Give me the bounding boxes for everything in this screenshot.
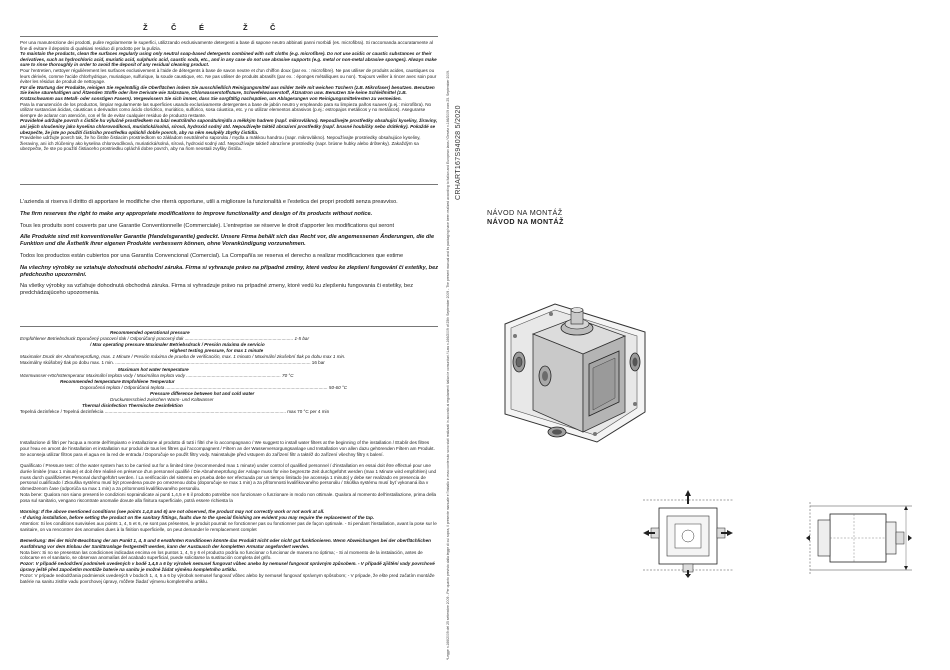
maintenance-de: Für die Wartung der Produkte, reinigen Sie regelmäßig die Oberflächen indem Sie ausschließlich Reinigungsmittel aus milder Seife mit weichen Tüchern (z.B. Mikrofaser) benutzen. Benutzen Sie keine säurehaltigen und Ätzenden Stoffe oder ihre Derivate wie Salzsäure, Chlorwasserstoffsäure, Schwefelwasserstoff, Ätznatron usw. Benutzen Sie keine Schleifmittel (z.B. Kratzschwamm aus Metall- oder sonstigen Fasern). Vergewissern Sie sich immer, dass Sie sorgfältig nachspülen, um Ablagerungen von Reinigungsmittelresten zu vermeiden. [20,84,435,101]
spec-line: Recommended temperature Empfohlene Temperatur [60,378,175,384]
divider [20,184,438,185]
document-code [455,80,469,200]
maintenance-es: Para la manutención de los productos, limpiar regularmente las superficies usando exclusivamente detergentes a base de jabón neutro y empleando para su limpieza paños suaves (p.ej.: microfibra). No utilizar sustancias ácidas, cáusticas o derivados como ácido clorídrico, muriático, sulfúrico, sosa cáustica, etc. y no utilizar elementos abrasivos (p.ej.: estropajos metálicos y no metálicos). Asegurarse siempre de aclarar con atención, con el fin de evitar cualquier residuo de producto restante. [20,101,432,118]
spec-line: Highest testing pressure, for max 1 minute [170,348,264,354]
install-pozor-sk: Pozor: V prípade nedodržania podmienok uvedených v bodoch 1, 4, 5 a 6 by výrobok nemusel fungovať vôbec alebo by nemusel fungovať správnym spôsobom; - V prípade, že ešte pred začatím montáže batérie na sanitu zistíte vadu povrchovej úpravy, môžete žiadať výmenu kompletného artiklu. [20,573,435,585]
install-pressure-test: Qualificato / Pressure test: of the water system has to be carried out for a limited time (recommended max 1 minute) under control of qualified personnel / d'installation en essai doit être effectué pour une durée limitée (max 1 minute) et doit être réalisé en présence d'un personnel qualifié / Die Abnahmeprüfung der Anlage muss für eine begrenzte Zeit durchgeführt werden (max 1 Minute wird empfohlen) und muss durch qualifiziertes Personal durchgeführt werden. / La verificación del sistema en prueba debe ser efectuada por un tiempo limitado (se aconseja 1 minuto) y debe ser realizado en presencia de personal cualificado / Zkouška systému musí být provedena pouze po omezenou dobu (doporučuje se max 1 min) a za přítomnosti kvalifikovaného personálu / Skúška systému musí byť vykonaná iba v obmedzenom čase (odporúča sa max 1 min) a za prítomnosti kvalifikovaného personálu. [20,462,437,492]
install-warning-en-2: - If during installation, before setting the product on the sanitary fittings, faults due to the special finishing are evident you may require the replacement of the tap. [20,514,375,520]
technical-specs [20,330,438,415]
header-char: É [199,23,205,32]
side-view-drawing [800,492,918,580]
maintenance-fr: Pour l'entretien, nettoyer régulièrement les surfaces exclusivement à l'aide de détergents à base de savon neutre et d'un chiffon doux (par ex. : microfibre). Ne pas utiliser de produits acides, caustiques ou leurs dérivés, comme l'acide chlorhydrique, muriatique, sulfurique, la soude caustique, etc. Ne pas utiliser de produits abrasifs (par ex. : éponges métalliques ou non). Toujours veiller à rincer avec soin pour éviter les résidus de produit de nettoyage. [20,67,437,85]
install-pozor-cz: Pozor: V případě nedodržení podmínek uvedených v bodě 1,4,5 a 6 by výrobek nemusel fungovat vůbec anebo by nemusel fungovat správným způsobem. - V případě zjištění vady povrchové úpravy ještě před započetím montáže baterie na sanitu je možné žádat výměnu kompletního artiklu. [20,561,435,573]
legal-note-text: *Legge n.166/2009 del 25 settembre 2009 - Per quanto previsto dalla legge di cui sopra, il presente manuale e l'imballo in esso contenuto sono stati realizzati in accordo ai regolamenti italiani e comunitari / Law n.166/2009 of 25th September 2009 - The present manual and its packaging have been realized according to Italian and European laws / Gesetz n.166/2009 vom 25. September 2009. [446,70,450,660]
rights-en: The firm reserves the right to make any appropriate modifications to improve functionality and design of its products without notice. [20,210,373,217]
spec-line: Druckunterschied zwischen Warm- und Kaltwasser [110,397,214,403]
rights-fr: Tous les produits sont couverts par une Garantie Conventionnelle (Commerciale). L'entreprise se réserve le droit d'apporter les modifications qui seront [20,222,394,229]
spec-line: / Max operating pressure Maximaler Betriebsdruck / Presión máxima de servicio [90,342,265,348]
rights-de: Alle Produkte sind mit konventioneller Garantie (Handelsgarantie) gedeckt. Unsere Firma behält sich das Recht vor, die angemessenen Änderungen, die die Funktion und die Ästhetik ihrer eigenen Produkte verbessern können, ohne Vorankündigung vorzunehmen. [20,234,435,248]
spec-line: Empfohlener Betriebsdruck Dporučený pracovní tlak / Odporúčaný pracovný tlak ..................................................................................... 1-5 bar [20,336,310,342]
install-filters: Installazione di filtri per l'acqua a monte dell'impianto e installazione al prodotto di tutti i filtri che lo accompagnano / We suggest to install water filters at the beginning of the installation / Etablir des filtres pour l'eau en amont de l'installation et installation sur produit de tous les filtres qui l'accompagnent / Filtern an der Wasserversorgungsanlage und Installation von allen dazu gehörenden Filtern am Produkt. [20,440,435,451]
spec-line: Thermal disinfection Thermische Desinfektion [82,403,183,409]
install-nota-es: Nota bien: Si no se presentan las condiciones indicadas encima en los puntos 1, 4, 5 y 6 el producto podría no funcionar o funcionar de manera no óptima; - Si al momento de la instalación, antes de colocarse en el sanitario, se observan anomalías del acabado superficial, puede solicitarse la sustitución completa del grifo. [20,549,423,561]
spec-line: Maximálny skúšobný tlak po dobu max. 1 min. ......................................................................................................................................................... 16 bar [20,360,325,366]
rights-section [20,199,438,297]
spec-line: Tepelná dezinfekce / Tepelná dezinfekcia .............................................................................................................................................. max 70 °C per 4 min [20,409,330,415]
document-code-text: CRHART167S94028 5/2020 [455,105,462,200]
maintenance-en: To maintain the products, clean the surfaces regularly using only neutral soap-based detergents combined with soft cloths (e.g. microfibre). Do not use acidic or caustic substances or their derivatives, such as hydrochloric acid, muriatic acid, sulphuric acid, caustic soda, etc., and in any case do not use abrasive supports (e.g. metal or non-metal abrasive sponges). Always make sure to rinse thoroughly in order to avoid the deposit of any residual cleaning product. [20,51,437,68]
spec-line: Maximum hot water temperature [118,366,189,372]
rights-sk: Na všetky výrobky sa vzťahuje dohodnutá obchodná záruka. Firma si vyhradzuje právo na prípadné zmeny, ktoré vedú ku zlepšeniu fungovania či estetiky, bez predchádzajúceho upozornenia. [20,283,414,297]
rights-es: Todos los productos están cubiertos por una Garantía Convencional (Comercial). La Compañía se reserva el derecho a realizar modificaciones que estime [20,252,404,259]
divider [20,326,438,327]
maintenance-it: Per una manutenzione dei prodotti, pulire regolarmente le superfici, utilizzando esclusivamente detergenti a base di sapone neutro abbinati panni morbidi (es. microfibra). Si raccomanda accuratamente al fine di evitare il deposito di qualsiasi residuo di prodotto per la pulizia. [20,40,433,51]
install-bemerkung-de: Bemerkung: Bei der Nicht-Beachtung der am Punkt 1, 4, 5 und 6 erwähnten Konditionen könnte das Produkt nicht oder nicht gut funktionieren. Wenn Abweichungen bei der oberflächlichen Ausführung vor dem Einbau der Sanitäranlage festgestellt werden, kann der Austausch der kompletten Armatur angefordert werden. [20,537,431,549]
maintenance-sk: Pravidelne udržujte povrch tak, že ho čistíte čistiacim prostriedkom so základom neutrálneho saponátu / mydla a mäkkou handrou (napr. mikrovlákno). Nepoužívajte prostriedky obsahujúce kyseliny, žieraviny, ani ich zlúčeniny ako kyselina chlorovodíková, muriatická/solná, sírová, hydroxid sodný atď. Nepoužívajte taktiež abrazívne prostriedky (napr. brúsne hubky alebo drôtenky). Zakaždým sa ubezpečte, že ste po použití čistiaceho prostriedku opláchli dobre povrch, aby na ňom neostali zvyšky čističa. [20,135,421,152]
header-char: Č [270,23,276,32]
rights-cz: Na všechny výrobky se vztahuje dohodnutá obchodní záruka. Firma si vyhrazuje právo na případné změny, které vedou ke zlepšení fungování či estetiky, bez předchozího upozornění. [20,264,438,278]
header-char: Ž [143,23,148,32]
cover-page [475,0,950,670]
front-view-drawing [639,488,737,580]
spec-line: Recommended operational pressure [110,330,190,335]
maintenance-section [20,40,438,152]
spec-line: Warmwasser-Höchsttemperatur Maximální teplota vody / Maximálna teplota vody .......................................................................... 70 °C [20,372,294,378]
cover-title: NÁVOD NA MONTÁŽ [487,208,563,217]
rights-it: L'azienda si riserva il diritto di apportare le modifiche che riterrà opportune, utili a migliorare la funzionalità e l'estetica dei propri prodotti senza preavviso. [20,199,398,205]
cover-title-bold: NÁVOD NA MONTÁŽ [487,217,564,226]
installation-notes [20,440,438,585]
divider [20,36,438,37]
install-warning-en: Warning: If the above mentioned conditions (see points 1,4,5 and 6) are not observed, the product may not correctly work or not work at all. [20,509,325,515]
spec-line: Pressure difference between hot and cold water [150,390,255,396]
install-filters-es: Se aconseja utilizar filtros para el agua en la red de entrada / Doporučuje se použít filtry vody. Nainstalujte před vstupem do zařízení filtr a taktéž do zařízení všechny filtry s balení. [20,451,384,457]
concealed-body-illustration [485,292,655,467]
header-char: Č [171,23,177,32]
spec-line: Doporučená teplota / Odporúčaná teplota ............................................................................................................................... 50-60 °C [80,384,348,390]
header-char: Ž [243,23,248,32]
spec-line: Maximaler Druck der Abnahmeprüfung, max. 1 Minute / Presión máxima de prueba de verificación, max. 1 minuto / Maximální zkušební tlak po dobu max 1 min. [20,354,346,360]
maintenance-cz: Pravidelné udržujte povrch s čističe hu výlučně prostředkem na bázi neutrálního saponátu/mýdla a měkkým hadrem (např. mikrovlákno). Nepoužívejte prostředky obsahující kyseliny, žíraviny, ani jejich sloučeniny jako kyselina chlorovodíková, muriatická/solná, sírová, hydroxid sodný atd. Nepoužívejte taktéž abrazivní prostředky (např. brusné houbičky nebo drátěnky). Pokaždé se ubezpečte, že jste po použití čisticího prostředku opláchli dobře povrch, aby na něm neulpěly zbytky čistidla. [20,118,438,135]
install-attention-fr: Attention: Si les conditions susvisées aux points 1, 4, 5 et 6, ne sont pas présentes, le produit pourrait ne fonctionner pas ou fonctionner pas de façon optimale. - Si pendant l'installation, avant la pose sur le sanitaire, on va rencontrer des anomalies dues à la finition superficielle, on peut demander le remplacement complet [20,520,437,532]
install-note-it: Nota bene: Qualora non siano presenti le condizioni sopraindicate ai punti 1,4,5 e 6 il prodotto potrebbe non funzionare o funzionare in modo non ottimale. Qualora al momento dell'installazione, prima della posa sul sanitario, vengano riscontrate anomalie dovute alla finitura superficiale, potrà essere richiesta la [20,492,437,504]
